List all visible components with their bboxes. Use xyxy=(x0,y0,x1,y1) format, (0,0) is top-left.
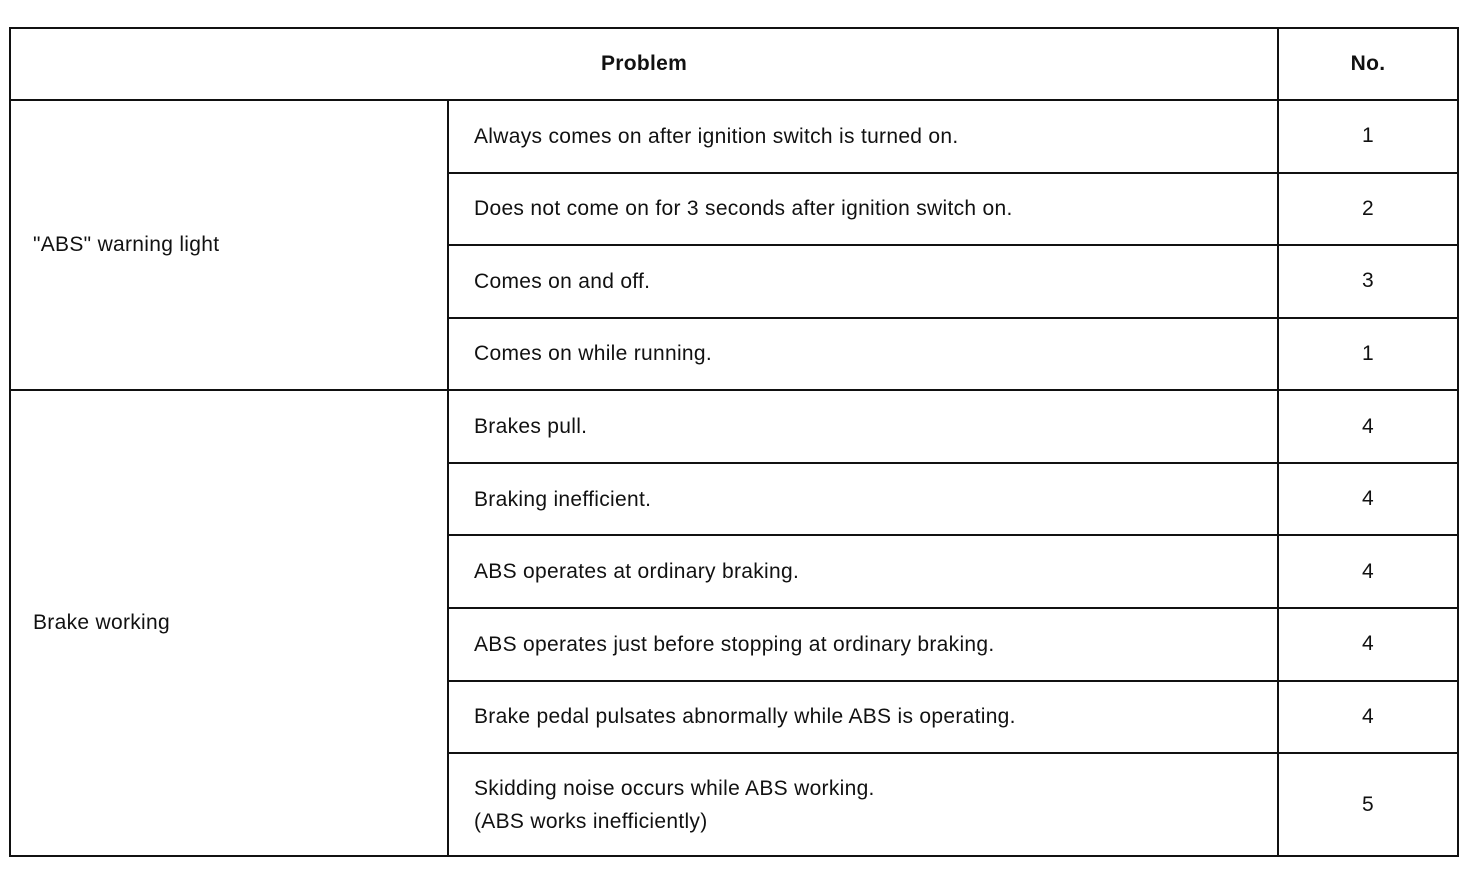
problem-cell xyxy=(448,753,1278,856)
group-label: Brake working xyxy=(10,390,448,856)
problem-cell xyxy=(448,608,1278,681)
problem-table xyxy=(9,27,1459,857)
table-body xyxy=(10,100,1458,856)
no-cell: 4 xyxy=(1278,535,1458,608)
problem-cell xyxy=(448,681,1278,754)
problem-text: (ABS works inefficiently) xyxy=(474,809,708,833)
problem-text: Braking inefficient. xyxy=(474,487,652,511)
problem-cell xyxy=(448,245,1278,318)
no-cell: 1 xyxy=(1278,100,1458,173)
problem-cell xyxy=(448,463,1278,536)
no-cell: 4 xyxy=(1278,681,1458,754)
problem-cell xyxy=(448,535,1278,608)
problem-cell xyxy=(448,318,1278,391)
problem-text: Skidding noise occurs while ABS working. xyxy=(474,776,875,800)
problem-text: Always comes on after ignition switch is turned on. xyxy=(474,124,959,148)
table-row xyxy=(10,100,1458,173)
no-cell: 4 xyxy=(1278,390,1458,463)
problem-text: Brake pedal pulsates abnormally while ABS is operating. xyxy=(474,705,1016,729)
no-cell: 3 xyxy=(1278,245,1458,318)
problem-cell xyxy=(448,173,1278,246)
problem-text: ABS operates just before stopping at ordinary braking. xyxy=(474,632,995,656)
problem-text: Does not come on for 3 seconds after ignition switch on. xyxy=(474,197,1013,221)
no-cell: 4 xyxy=(1278,608,1458,681)
problem-text: Brakes pull. xyxy=(474,415,588,439)
problem-text: ABS operates at ordinary braking. xyxy=(474,560,800,584)
problem-cell xyxy=(448,390,1278,463)
no-header: No. xyxy=(1278,28,1458,100)
problem-cell xyxy=(448,100,1278,173)
problem-text: Comes on and off. xyxy=(474,269,651,293)
no-cell: 1 xyxy=(1278,318,1458,391)
no-cell: 5 xyxy=(1278,753,1458,856)
problem-text: Comes on while running. xyxy=(474,342,713,366)
group-label: "ABS" warning light xyxy=(10,100,448,390)
no-cell: 4 xyxy=(1278,463,1458,536)
header-row xyxy=(10,28,1458,100)
problem-header: Problem xyxy=(10,28,1278,100)
no-cell: 2 xyxy=(1278,173,1458,246)
table-row xyxy=(10,390,1458,463)
